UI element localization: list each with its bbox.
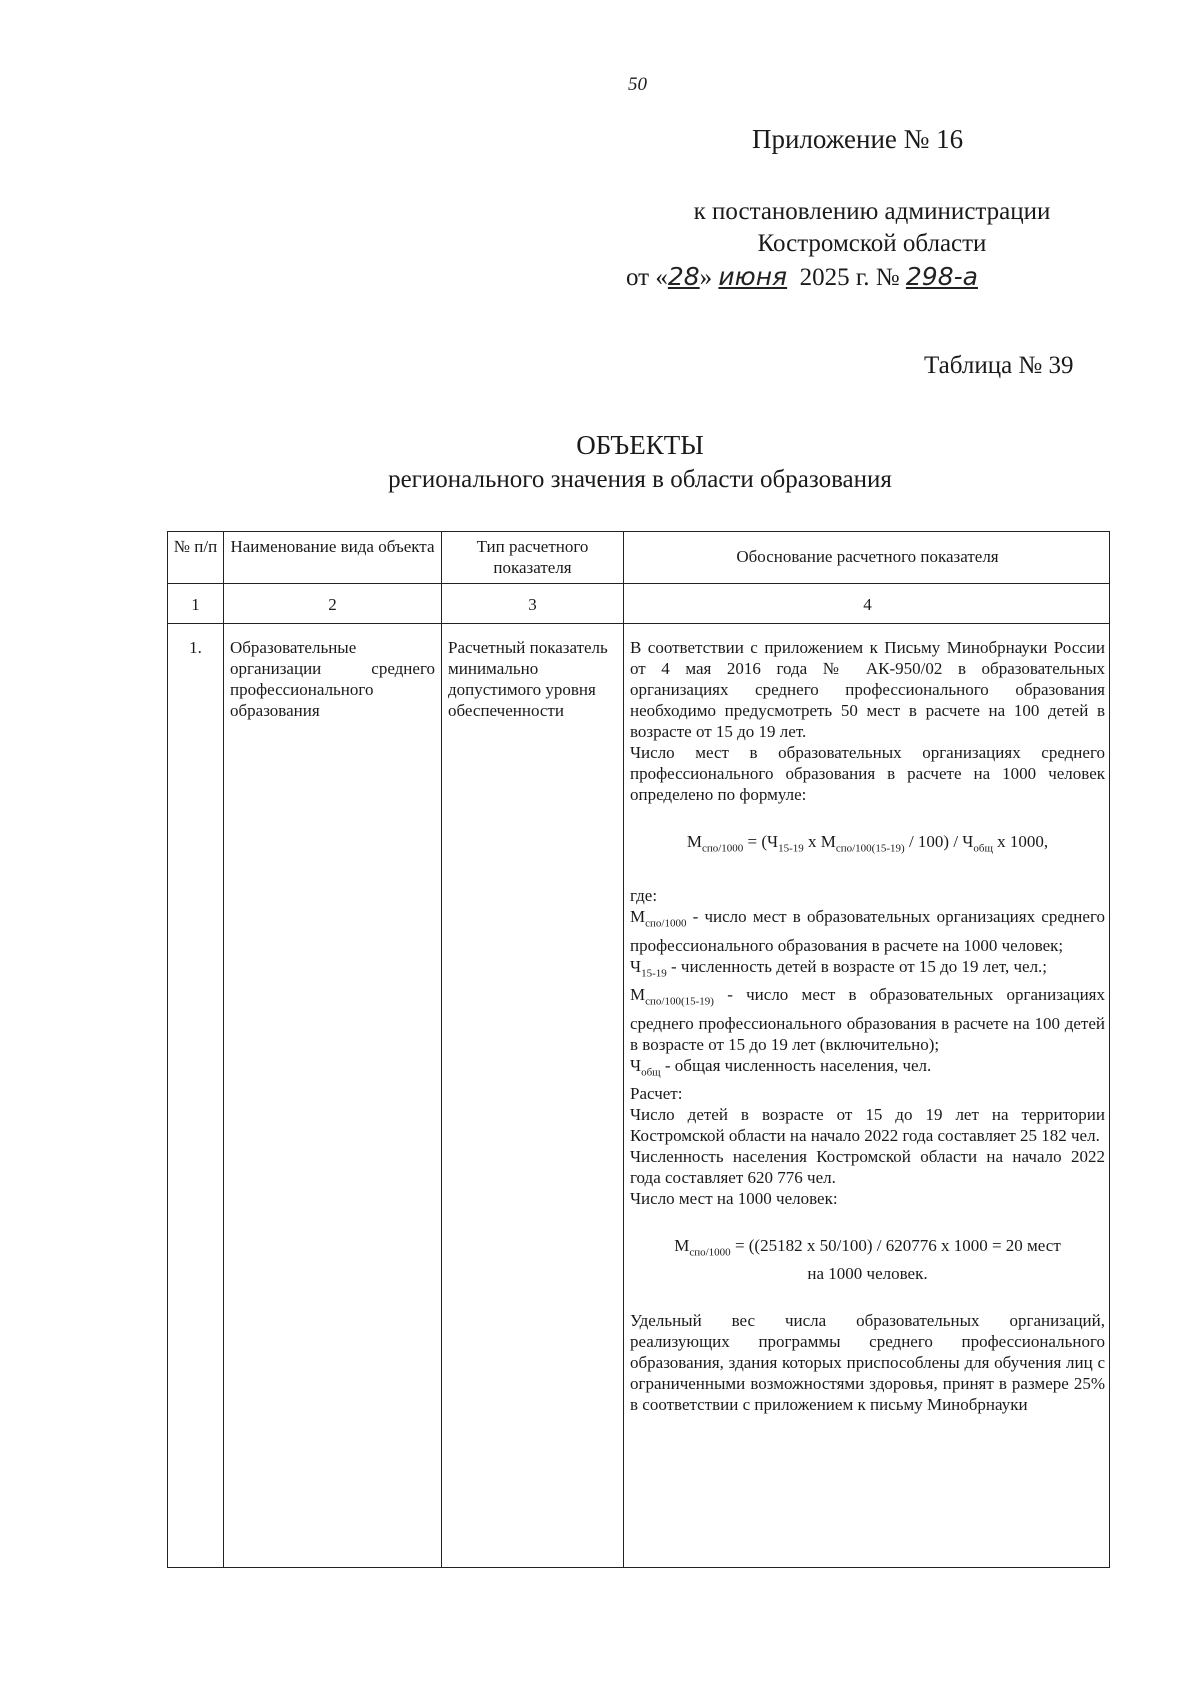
basis-paragraph: Число детей в возрасте от 15 до 19 лет на территории Костромской области на начало 2022 года составляет 25 182 чел. (630, 1104, 1105, 1145)
date-prefix: от « (626, 264, 668, 291)
header-indicator-type: Тип расчетного показателя (476, 537, 589, 577)
handwritten-day: 28 (667, 262, 700, 291)
decree-line-2: Костромской области (757, 230, 987, 257)
header-number: № п/п (173, 537, 218, 556)
indicator-basis (630, 637, 1105, 1415)
decree-line-1: к постановлению администрации (693, 198, 1051, 225)
column-divider (623, 532, 624, 1567)
decree-reference (612, 196, 1132, 260)
basis-paragraph: Число мест в образовательных организациях среднего профессионального образования в расчете на 1000 человек определено по формуле: (630, 743, 1105, 804)
column-number-3: 3 (528, 595, 537, 614)
column-number-4: 4 (863, 595, 872, 614)
indicator-type: Расчетный показатель минимально допустимого уровня обеспеченности (448, 638, 608, 720)
object-name: Образовательные организации среднего профессионального образования (230, 638, 435, 720)
row-number: 1. (189, 638, 202, 657)
header-indicator-basis: Обоснование расчетного показателя (736, 547, 999, 566)
definition-m-spo-100: $М_{спо/100(15-19)}$ - число мест в образовательных организациях среднего профессионального образования в расчете на 100 детей в возрасте от 15 до 19 лет (включительно); (630, 985, 1105, 1054)
quote-close: » (699, 264, 713, 291)
column-number-2: 2 (328, 595, 337, 614)
basis-paragraph: Численность населения Костромской области на начало 2022 года составляет 620 776 чел. (630, 1146, 1105, 1187)
basis-paragraph: Удельный вес числа образовательных организаций, реализующих программы среднего профессионального образования, здания которых приспособлены для обучения лиц с ограниченными возможностями здоровья, принят в размере 25% в соответствии с приложением к письму Минобрнауки (630, 1311, 1105, 1415)
appendix-title: Приложение № 16 (752, 124, 964, 154)
page-number: 50 (628, 74, 647, 95)
where-label: где: (630, 886, 658, 906)
row-divider (168, 623, 1109, 624)
calculation-label: Расчет: (630, 1083, 683, 1103)
handwritten-number: 298-а (905, 262, 978, 291)
basis-paragraph: Число мест на 1000 человек: (630, 1188, 838, 1208)
handwritten-month: июня (718, 262, 788, 291)
definition-ch-15-19: $Ч_{15-19}$ - численность детей в возрасте от 15 до 19 лет, чел.; (630, 956, 1048, 980)
heading-title: ОБЪЕКТЫ (576, 430, 704, 460)
definition-ch-total: $Ч_{общ}$ - общая численность населения, чел. (630, 1055, 932, 1078)
column-divider (223, 532, 224, 1567)
column-number-1: 1 (191, 595, 200, 614)
decree-year: 2025 г. № (799, 264, 900, 291)
column-divider (441, 532, 442, 1567)
row-divider (168, 583, 1109, 584)
basis-paragraph: В соответствии с приложением к Письму Минобрнауки России от 4 мая 2016 года № АК-950/02 в образовательных организациях среднего профессионального образования необходимо предусмотреть 50 мест в расчете на 100 детей в возрасте от 15 до 19 лет. (630, 638, 1105, 741)
heading-subtitle: регионального значения в области образования (388, 466, 892, 493)
definition-m-spo-1000: $М_{спо/1000}$ - число мест в образовательных организациях среднего профессионального образования в расчете на 1000 человек; (630, 907, 1105, 955)
table-label: Таблица № 39 (924, 352, 1074, 379)
formula-places-per-1000: $М_{спо/1000} = (Ч_{15-19}$ х $М_{спо/100(15-19)} / 100) / Ч_{общ}$ х 1000, (686, 832, 1049, 855)
header-object-type: Наименование вида объекта (230, 537, 435, 556)
decree-date-line (626, 262, 978, 292)
objects-table (167, 531, 1110, 1568)
formula-result: $М_{спо/1000} = ((25182$ х 50/100) / 620776 х 1000 = 20 мест на 1000 человек. (674, 1235, 1061, 1284)
